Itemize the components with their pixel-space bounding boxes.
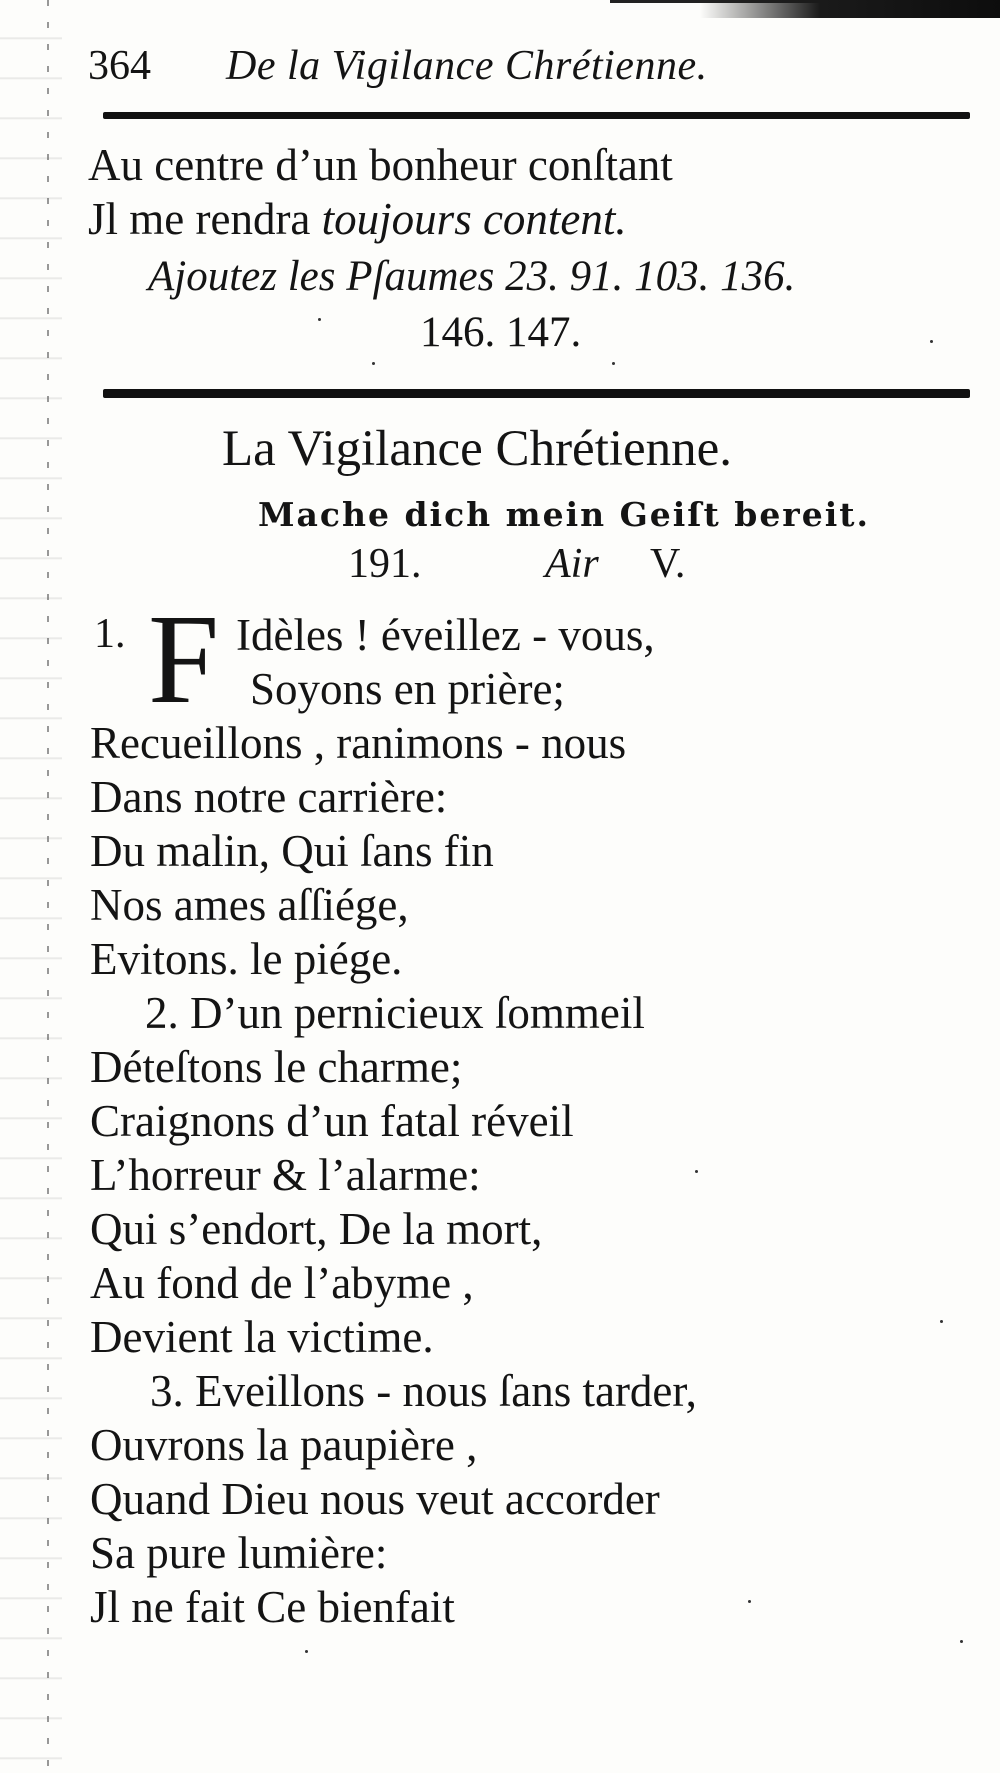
print-speck bbox=[318, 318, 321, 321]
verse-line: Jl ne fait Ce bienfait bbox=[90, 1582, 455, 1632]
verse-line: Déteſtons le charme; bbox=[90, 1042, 463, 1092]
previous-hymn-line: Au centre d’un bonheur conſtant bbox=[88, 140, 673, 190]
verse-line: Craignons d’un fatal réveil bbox=[90, 1096, 574, 1146]
print-speck bbox=[305, 1650, 308, 1653]
verse-line: Devient la victime. bbox=[90, 1312, 434, 1362]
scan-top-stain bbox=[700, 0, 1000, 18]
verse-line: Recueillons , ranimons - nous bbox=[90, 718, 627, 768]
print-speck bbox=[748, 1600, 751, 1603]
header-rule bbox=[103, 112, 970, 119]
verse-line: Quand Dieu nous veut accorder bbox=[90, 1474, 660, 1524]
print-speck bbox=[695, 1170, 698, 1173]
print-speck bbox=[930, 340, 933, 343]
verse-line: Soyons en prière; bbox=[250, 664, 565, 714]
print-speck bbox=[612, 362, 615, 365]
verse-number: 1. bbox=[94, 611, 126, 657]
verse-line: L’horreur & l’alarme: bbox=[90, 1150, 481, 1200]
verse-line: Idèles ! éveillez - vous, bbox=[236, 610, 655, 660]
tune-name: Mache dich mein Geiſt bereit. bbox=[258, 495, 870, 534]
verse-line: 2. D’un pernicieux ſommeil bbox=[145, 988, 645, 1038]
previous-hymn-line bbox=[88, 194, 627, 244]
previous-hymn-line-text: Jl me rendra bbox=[88, 194, 311, 244]
section-rule bbox=[103, 389, 970, 398]
verse-line: Dans notre carrière: bbox=[90, 772, 448, 822]
running-head bbox=[88, 42, 968, 102]
psalm-reference: Ajoutez les Pſaumes 23. 91. 103. 136. bbox=[148, 253, 796, 300]
drop-cap: F bbox=[148, 588, 220, 730]
page-number: 364 bbox=[88, 43, 151, 89]
verse-line: Qui s’endort, De la mort, bbox=[90, 1204, 543, 1254]
print-speck bbox=[960, 1640, 963, 1643]
verse-line: Du malin, Qui ſans fin bbox=[90, 826, 494, 876]
psalm-reference-continued: 146. 147. bbox=[420, 309, 582, 356]
verse-line: Nos ames aſſiége, bbox=[90, 880, 409, 930]
verse-line: Sa pure lumière: bbox=[90, 1528, 388, 1578]
previous-hymn-line-italic: toujours content. bbox=[321, 194, 627, 244]
hymn-title: La Vigilance Chrétienne. bbox=[222, 421, 733, 477]
verse-line: Evitons. le piége. bbox=[90, 934, 403, 984]
hymn-number: 191. bbox=[348, 541, 422, 587]
scan-edge-shadow bbox=[0, 0, 62, 1773]
running-title: De la Vigilance Chrétienne. bbox=[226, 43, 708, 89]
scan-edge-line bbox=[47, 0, 49, 1773]
print-speck bbox=[940, 1320, 943, 1323]
verse-line: Au fond de l’abyme , bbox=[90, 1258, 474, 1308]
verse-line: Ouvrons la paupière , bbox=[90, 1420, 478, 1470]
air-label: Air bbox=[545, 541, 599, 587]
air-value: V. bbox=[650, 541, 686, 587]
print-speck bbox=[372, 362, 375, 365]
verse-line: 3. Eveillons - nous ſans tarder, bbox=[150, 1366, 697, 1416]
